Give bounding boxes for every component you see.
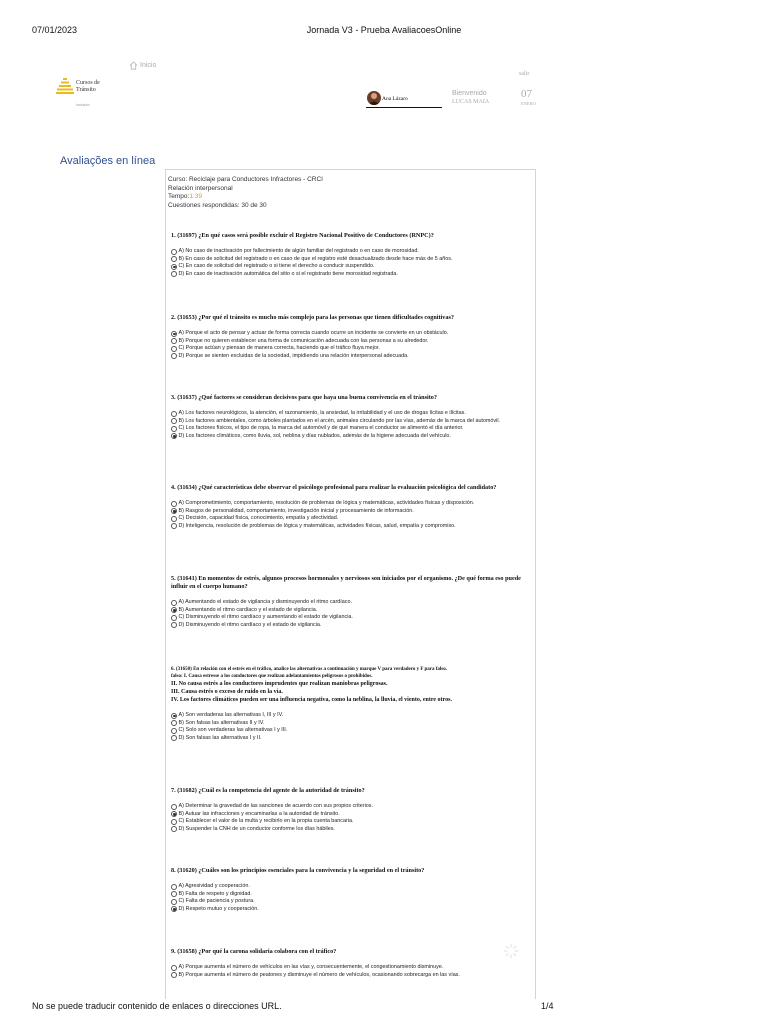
radio-button[interactable] <box>171 523 177 529</box>
question-4 <box>171 484 523 530</box>
logo-pyramid-icon <box>56 78 74 98</box>
print-title: Jornada V3 - Prueba AvaliacoesOnline <box>306 25 462 35</box>
option-a[interactable]: A) Son verdaderas las alternativas I, III y IV. <box>171 712 523 720</box>
print-page-number: 1/4 <box>541 1001 554 1011</box>
option-c[interactable]: C) En caso de solicitud del registrado o si tiene el derecho a conducir suspendido. <box>171 263 523 271</box>
timer-value: 1:39 <box>189 193 202 200</box>
question-title: 9. (31658) ¿Por qué la carona solidaria colabora con el tráfico? <box>171 948 337 955</box>
radio-button-selected[interactable] <box>171 713 177 719</box>
radio-button[interactable] <box>171 501 177 507</box>
radio-button[interactable] <box>171 271 177 277</box>
radio-button-selected[interactable] <box>171 508 177 514</box>
option-d[interactable]: D) Inteligencia, resolución de problemas de lógica y matemáticas, actividades físicas, salud, empatía y compromiso. <box>171 523 523 531</box>
statement-1: falso: I. Causa estresse a los conductores que realizan adelantamientos peligrosos o prohibidos. <box>171 674 373 679</box>
radio-button[interactable] <box>171 965 177 971</box>
question-title: 7. (31682) ¿Cuál es la competencia del agente de la autoridad de tránsito? <box>171 787 365 794</box>
option-b[interactable]: B) En caso de solicitud del registrado o en caso de que el registro esté desactualizado desde hace más de 5 años. <box>171 256 523 264</box>
option-d[interactable]: D) En caso de inactivación automática del sitio o si el registrado tiene morosidad registrada. <box>171 271 523 279</box>
option-d[interactable]: D) Disminuyendo el ritmo cardíaco y el estado de vigilancia. <box>171 622 523 630</box>
radio-button-selected[interactable] <box>171 433 177 439</box>
option-c[interactable]: C) Los factores físicos, el tipo de ropa, la marca del automóvil y de qué manera el conductor se alimentó el día anterior. <box>171 425 523 433</box>
question-9 <box>171 948 523 979</box>
radio-button[interactable] <box>171 418 177 424</box>
avatar-name: Ana Lázaro <box>382 96 408 102</box>
radio-button[interactable] <box>171 972 177 978</box>
option-b[interactable]: B) Aumentando el ritmo cardíaco y el estado de vigilancia. <box>171 607 523 615</box>
option-b[interactable]: B) Porque aumenta el número de peatones y disminuye el número de vehículos, ocasionando sobrecarga en las vías. <box>171 972 523 980</box>
option-d[interactable]: D) Respeto mutuo y cooperación. <box>171 906 523 914</box>
radio-button[interactable] <box>171 338 177 344</box>
user-avatar-card[interactable] <box>366 90 442 108</box>
radio-button[interactable] <box>171 622 177 628</box>
option-a[interactable]: A) Aumentando el estado de vigilancia y disminuyendo el ritmo cardíaco. <box>171 599 523 607</box>
question-2 <box>171 314 523 360</box>
radio-button-selected[interactable] <box>171 811 177 817</box>
radio-button-selected[interactable] <box>171 607 177 613</box>
radio-button[interactable] <box>171 426 177 432</box>
option-d[interactable]: D) Los factores climáticos, como lluvia, sol, neblina y días nublados, además de la higiene adecuada del vehículo. <box>171 433 523 441</box>
option-c[interactable]: C) Disminuyendo el ritmo cardíaco y aumentando el estado de vigilancia. <box>171 614 523 622</box>
logo-subtext: Inclusivo <box>76 103 90 107</box>
question-8 <box>171 867 523 913</box>
logo-text: Cursos de Tránsito <box>76 80 100 93</box>
radio-button[interactable] <box>171 720 177 726</box>
date-month: ENERO <box>521 101 536 106</box>
option-b[interactable]: B) Porque no quieren establecer una forma de comunicación adecuada con las personas a su alrededor. <box>171 338 523 346</box>
question-3 <box>171 394 523 440</box>
timer <box>168 193 323 202</box>
option-d[interactable]: D) Son falsas las alternativas I y II. <box>171 735 523 743</box>
radio-button-selected[interactable] <box>171 331 177 337</box>
user-name: LUCAS MAIA <box>452 99 490 105</box>
radio-button[interactable] <box>171 353 177 359</box>
avatar <box>367 91 381 105</box>
statement-3: III. Causa estrés o exceso de ruido en la vía. <box>171 689 283 695</box>
answered-count: Cuestiones respondidas: 30 de 30 <box>168 201 267 209</box>
question-5 <box>171 575 523 629</box>
option-a[interactable]: A) Porque aumenta el número de vehículos en las vías y, consecuentemente, el congestionamiento disminuye. <box>171 964 523 972</box>
radio-button[interactable] <box>171 249 177 255</box>
exam-panel <box>165 169 536 999</box>
radio-button[interactable] <box>171 256 177 262</box>
radio-button[interactable] <box>171 804 177 810</box>
radio-button[interactable] <box>171 615 177 621</box>
option-c[interactable]: C) Falta de paciencia y postura. <box>171 898 523 906</box>
question-title: 8. (31620) ¿Cuáles son los principios esenciales para la convivencia y la seguridad en el tránsito? <box>171 867 425 874</box>
home-icon <box>129 61 138 70</box>
radio-button-selected[interactable] <box>171 264 177 270</box>
option-b[interactable]: B) Los factores ambientales, como árboles plantados en el arcén, animales circulando por las vías, además de la marca del automóvil. <box>171 418 523 426</box>
question-title: 4. (31634) ¿Qué características debe observar el psicólogo profesional para realizar la evaluación psicológica del candidato? <box>171 484 497 491</box>
question-1 <box>171 232 523 278</box>
option-b[interactable]: B) Falta de respeto y dignidad. <box>171 891 523 899</box>
statement-4: IV. Los factores climáticos pueden ser una influencia negativa, como la neblina, la lluvia, el viento, entre otros. <box>171 697 452 703</box>
option-a[interactable]: A) Determinar la gravedad de las sanciones de acuerdo con sus propios criterios. <box>171 803 523 811</box>
module-name: Relación interpersonal <box>168 184 233 192</box>
question-title: 5. (31641) En momentos de estrés, algunos procesos hormonales y nerviosos son iniciados por el organismo. ¿De qué forma eso puede influir en el cuerpo humano? <box>171 575 521 590</box>
page-title: Avaliações en línea <box>60 155 156 167</box>
question-title: 6. (31650) En relación con el estrés en el tráfico, analice las alternativas a continuación y marque V para verdadero y F para falso. <box>171 667 447 672</box>
radio-button[interactable] <box>171 819 177 825</box>
exam-info <box>168 176 323 210</box>
loading-spinner-icon <box>503 943 519 959</box>
radio-button[interactable] <box>171 346 177 352</box>
logout-link[interactable]: salir <box>519 71 530 77</box>
date-day: 07 <box>521 88 532 100</box>
welcome-text: Bienvenido <box>452 90 487 97</box>
option-c[interactable]: C) Establecer el valor de la multa y recibirlo en la propia cuenta bancaria. <box>171 818 523 826</box>
statement-2: II. No causa estrés a los conductores imprudentes que realizan maniobras peligrosas. <box>171 681 388 687</box>
radio-button[interactable] <box>171 600 177 606</box>
radio-button[interactable] <box>171 735 177 741</box>
radio-button[interactable] <box>171 884 177 890</box>
option-a[interactable]: A) Agresividad y cooperación. <box>171 883 523 891</box>
radio-button[interactable] <box>171 411 177 417</box>
option-d[interactable]: D) Suspender la CNH de un conductor conforme los días hábiles. <box>171 826 523 834</box>
option-b[interactable]: B) Rasgos de personalidad, comportamiento, investigación inicial y procesamiento de información. <box>171 508 523 516</box>
option-c[interactable]: C) Decisión, capacidad física, conocimiento, empatía y afectividad. <box>171 515 523 523</box>
question-title: 2. (31653) ¿Por qué el tránsito es mucho más complejo para las personas que tienen dificultades cognitivas? <box>171 314 454 321</box>
question-title: 3. (31637) ¿Qué factores se consideran decisivos para que haya una buena convivencia en el tránsito? <box>171 394 437 401</box>
print-date: 07/01/2023 <box>32 25 78 35</box>
option-a[interactable]: A) No caso de inactivación por fallecimiento de algún familiar del registrado o en caso de morosidad. <box>171 248 523 256</box>
option-c[interactable]: C) Solo son verdaderas las alternativas I y III. <box>171 727 523 735</box>
option-c[interactable]: C) Porque actúan y piensan de manera correcta, haciendo que el tráfico fluya mejor. <box>171 345 523 353</box>
radio-button-selected[interactable] <box>171 906 177 912</box>
option-d[interactable]: D) Porque se sienten excluidas de la sociedad, impidiendo una relación interpersonal adecuada. <box>171 353 523 361</box>
radio-button[interactable] <box>171 728 177 734</box>
logo[interactable] <box>56 78 116 108</box>
question-title: 1. (31697) ¿En qué casos será posible excluir el Registro Nacional Positivo de Conductores (RNPC)? <box>171 232 434 239</box>
radio-button[interactable] <box>171 516 177 522</box>
radio-button[interactable] <box>171 826 177 832</box>
home-link[interactable] <box>129 61 156 70</box>
radio-button[interactable] <box>171 899 177 905</box>
option-a[interactable]: A) Porque el acto de pensar y actuar de forma correcta cuando ocurre un incidente se convierte en un obstáculo. <box>171 330 523 338</box>
option-b[interactable]: B) Son falsas las alternativas II y IV. <box>171 720 523 728</box>
question-6 <box>171 666 523 742</box>
option-a[interactable]: A) Los factores neurológicos, la atención, el razonamiento, la ansiedad, la irritabilidad y el uso de drogas lícitas e ilícitas. <box>171 410 523 418</box>
home-label: Inicio <box>140 62 157 69</box>
option-b[interactable]: B) Autuar las infracciones y encaminarlas a la autoridad de tránsito. <box>171 811 523 819</box>
print-footer: No se puede traducir contenido de enlaces o direcciones URL. <box>32 1001 282 1011</box>
course-name: Curso: Reciclaje para Conductores Infractores - CRCI <box>168 176 323 183</box>
option-a[interactable]: A) Comprometimiento, comportamiento, resolución de problemas de lógica y matemáticas, actividades físicas y disposición. <box>171 500 523 508</box>
question-7 <box>171 787 523 833</box>
radio-button[interactable] <box>171 891 177 897</box>
timer-label: Tempo: <box>168 193 190 200</box>
